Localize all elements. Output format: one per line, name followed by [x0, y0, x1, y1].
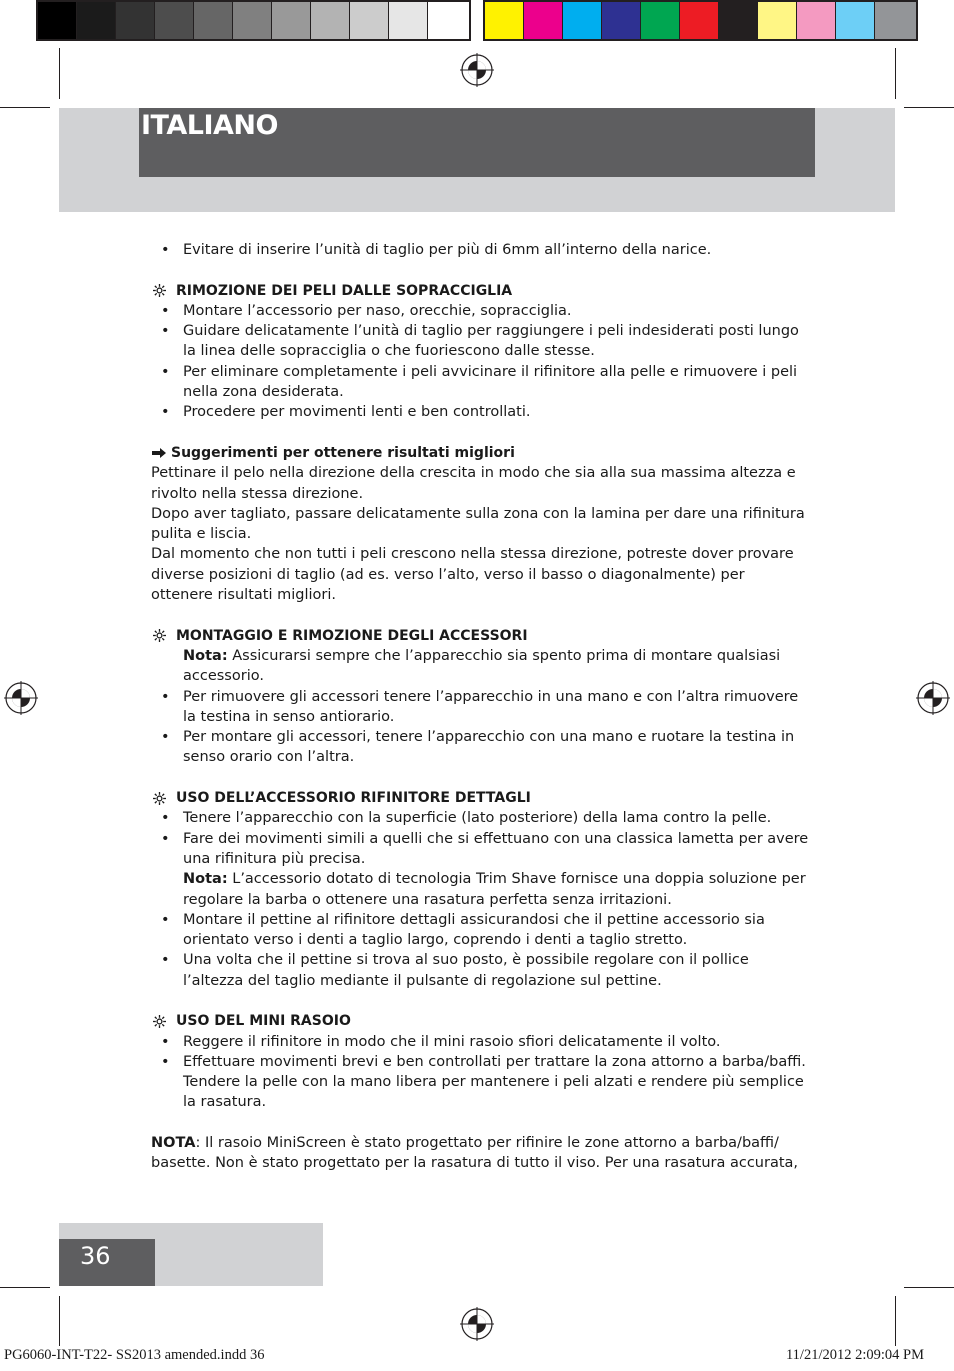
- registration-mark-icon: [916, 681, 950, 715]
- color-swatch: [875, 2, 916, 39]
- color-swatch: [758, 2, 797, 39]
- gray-swatch: [233, 2, 272, 39]
- color-swatch: [680, 2, 719, 39]
- registration-mark-icon: [460, 1307, 494, 1341]
- section-heading-text: USO DELL’ACCESSORIO RIFINITORE DETTAGLI: [176, 790, 531, 807]
- crop-mark: [0, 1287, 50, 1288]
- gray-swatch: [116, 2, 155, 39]
- color-swatch: [602, 2, 641, 39]
- tips-heading-text: Suggerimenti per ottenere risultati migliori: [171, 444, 515, 461]
- main-content: [151, 240, 811, 1174]
- note: [151, 646, 811, 687]
- color-swatch: [485, 2, 524, 39]
- section-heading: [151, 1011, 811, 1031]
- note: [151, 869, 811, 910]
- crop-mark: [59, 48, 60, 99]
- list-item: • Per eliminare completamente i peli avvicinare il rifinitore alla pelle e rimuovere i peli nella zona desiderata.: [151, 362, 811, 403]
- section-heading: [151, 626, 811, 646]
- page-number: 36: [80, 1242, 111, 1270]
- color-swatch: [641, 2, 680, 39]
- paragraph: Dal momento che non tutti i peli crescono nella stessa direzione, potreste dover provare diverse posizioni di taglio (ad es. verso l’alto, verso il basso o diagonalmente) per ottenere risultati migliori.: [151, 546, 794, 604]
- section-heading: [151, 281, 811, 301]
- note-label: Nota:: [183, 647, 228, 664]
- final-note-text: : Il rasoio MiniScreen è stato progettato per rifinire le zone attorno a barba/baffi/ basette. Non è stato progettato per la rasatura di tutto il viso. Per una rasatura accurata,: [151, 1135, 799, 1172]
- list-item: • Effettuare movimenti brevi e ben controllati per trattare la zona attorno a barba/baffi. Tendere la pelle con la mano libera per mantenere i peli alzati e rendere più semplice la rasatura.: [151, 1052, 811, 1113]
- grayscale-color-bar: [36, 0, 471, 41]
- section-heading-text: USO DEL MINI RASOIO: [176, 1013, 351, 1030]
- gray-swatch: [155, 2, 194, 39]
- sun-bullet-icon: [153, 1015, 166, 1028]
- color-swatch: [836, 2, 875, 39]
- gray-swatch: [389, 2, 428, 39]
- gray-swatch: [272, 2, 311, 39]
- registration-mark-icon: [460, 53, 494, 87]
- gray-swatch: [350, 2, 389, 39]
- sun-bullet-icon: [153, 629, 166, 642]
- crop-mark: [895, 48, 896, 99]
- registration-mark-icon: [4, 681, 38, 715]
- gray-swatch: [311, 2, 350, 39]
- final-note: [151, 1133, 811, 1174]
- crop-mark: [59, 1296, 60, 1346]
- page-title: ITALIANO: [141, 110, 278, 141]
- section-heading-text: RIMOZIONE DEI PELI DALLE SOPRACCIGLIA: [176, 282, 513, 299]
- paragraph: Pettinare il pelo nella direzione della crescita in modo che sia alla sua massima altezza e rivolto nella stessa direzione.: [151, 465, 796, 502]
- section-heading-text: MONTAGGIO E RIMOZIONE DEGLI ACCESSORI: [176, 627, 528, 644]
- list-item: • Tenere l’apparecchio con la superficie (lato posteriore) della lama contro la pelle.: [151, 808, 811, 828]
- note-text: Assicurarsi sempre che l’apparecchio sia spento prima di montare qualsiasi accessorio.: [183, 647, 781, 685]
- crop-mark: [904, 1287, 954, 1288]
- list-item: • Reggere il rifinitore in modo che il mini rasoio sfiori delicatamente il volto.: [151, 1032, 811, 1052]
- list-item: • Per montare gli accessori, tenere l’apparecchio con una mano e ruotare la testina in senso orario con l’altra.: [151, 727, 811, 768]
- note-label: Nota:: [183, 871, 228, 888]
- color-swatch: [563, 2, 602, 39]
- gray-swatch: [38, 2, 77, 39]
- gray-swatch: [194, 2, 233, 39]
- list-item: • Montare l’accessorio per naso, orecchie, sopracciglia.: [151, 301, 811, 321]
- sun-bullet-icon: [153, 792, 166, 805]
- section-heading: [151, 788, 811, 808]
- slug-filename: PG6060-INT-T22- SS2013 amended.indd 36: [4, 1347, 265, 1363]
- list-item: • Guidare delicatamente l’unità di taglio per raggiungere i peli indesiderati posti lungo la linea delle sopracciglia o che fuoriescono dalle stesse.: [151, 321, 811, 362]
- paragraph: Dopo aver tagliato, passare delicatamente sulla zona con la lamina per dare una rifinitura pulita e liscia.: [151, 505, 805, 543]
- color-swatch: [719, 2, 758, 39]
- note-text: L’accessorio dotato di tecnologia Trim Shave fornisce una doppia soluzione per regolare la barba o ottenere una rasatura perfetta senza irritazioni.: [183, 871, 806, 908]
- process-color-bar: [483, 0, 918, 41]
- crop-mark: [895, 1296, 896, 1346]
- final-note-label: NOTA: [151, 1135, 196, 1152]
- slug-timestamp: 11/21/2012 2:09:04 PM: [785, 1347, 924, 1363]
- arrow-right-icon: [151, 447, 167, 459]
- sun-bullet-icon: [153, 284, 166, 297]
- list-item: • Evitare di inserire l’unità di taglio per più di 6mm all’interno della narice.: [151, 240, 811, 260]
- list-item: • Procedere per movimenti lenti e ben controllati.: [151, 402, 811, 422]
- list-item: • Una volta che il pettine si trova al suo posto, è possibile regolare con il pollice l’altezza del taglio mediante il pulsante di regolazione sul pettine.: [151, 950, 811, 991]
- crop-mark: [904, 107, 954, 108]
- color-swatch: [524, 2, 563, 39]
- list-item: • Per rimuovere gli accessori tenere l’apparecchio in una mano e con l’altra rimuovere la testina in senso antiorario.: [151, 687, 811, 728]
- list-item: • Montare il pettine al rifinitore dettagli assicurandosi che il pettine accessorio sia orientato verso i denti a taglio largo, coprendo i denti a taglio stretto.: [151, 910, 811, 951]
- gray-swatch: [428, 2, 469, 39]
- crop-mark: [0, 107, 50, 108]
- color-swatch: [797, 2, 836, 39]
- list-item: • Fare dei movimenti simili a quelli che si effettuano con una classica lametta per avere una rifinitura più precisa.: [151, 829, 811, 870]
- gray-swatch: [77, 2, 116, 39]
- tips-heading: [151, 443, 811, 463]
